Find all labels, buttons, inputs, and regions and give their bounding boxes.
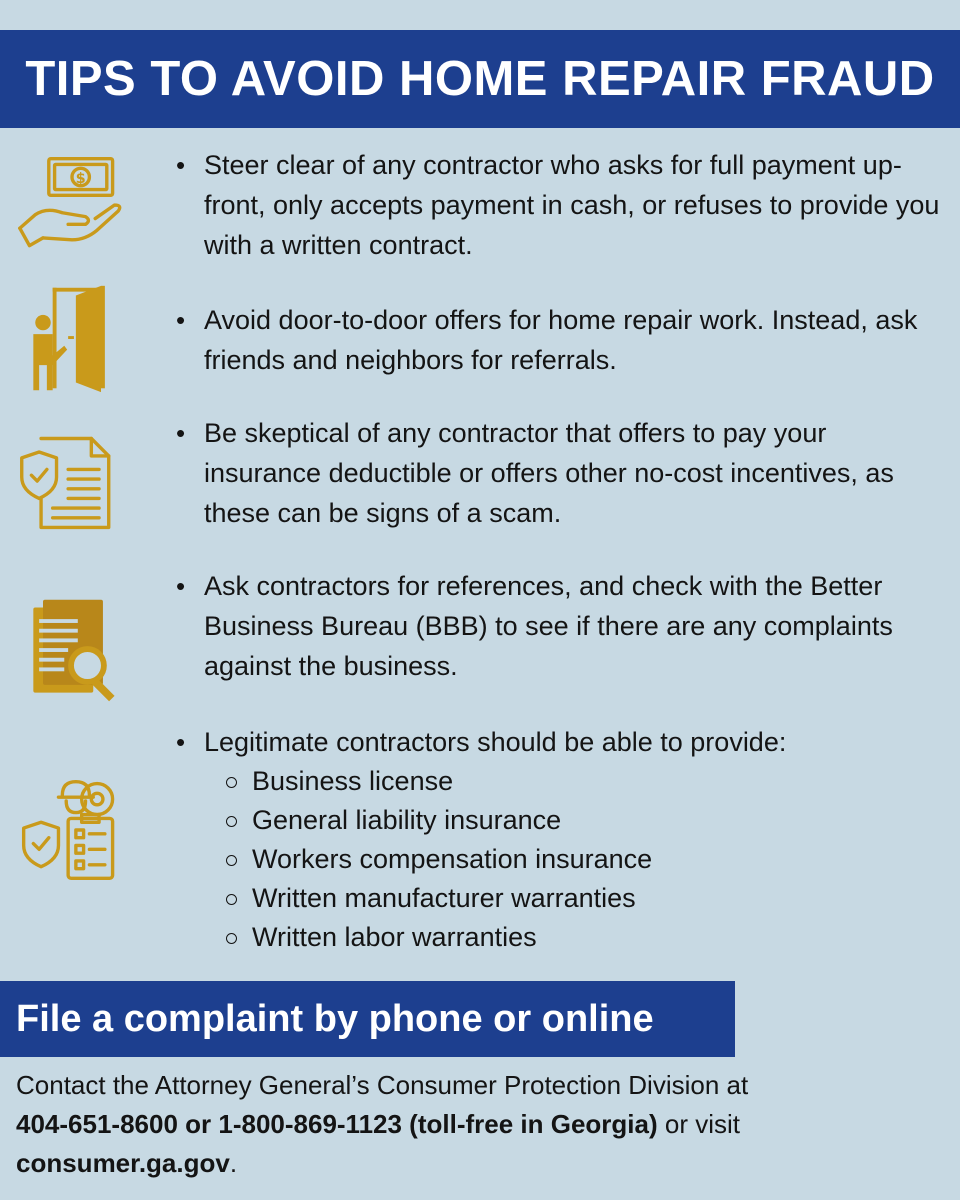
bullet-icon: • (176, 571, 186, 601)
requirements-list (176, 762, 946, 957)
tip-text: • Legitimate contractors should be able to provide: Business license General liability insurance Workers compensation insurance Written manufacturer warranties Written labor warranties (176, 722, 946, 957)
list-item: General liability insurance (226, 801, 946, 840)
contact-info (16, 1066, 946, 1183)
door-to-door-icon (14, 280, 130, 398)
website-link[interactable]: consumer.ga.gov (16, 1148, 230, 1178)
page-title: TIPS TO AVOID HOME REPAIR FRAUD (25, 52, 935, 106)
phone-numbers[interactable]: 404-651-8600 or 1-800-869-1123 (toll-free in Georgia) (16, 1109, 658, 1139)
contractor-checklist-icon (14, 772, 130, 888)
file-complaint-banner (0, 981, 735, 1057)
tip-text: • Steer clear of any contractor who asks for full payment up-front, only accepts payment in cash, or refuses to provide you with a written contract. (176, 145, 946, 265)
tip-text: • Avoid door-to-door offers for home repair work. Instead, ask friends and neighbors for referrals. (176, 300, 946, 380)
bullet-icon: • (176, 305, 186, 335)
tip-text: • Ask contractors for references, and check with the Better Business Bureau (BBB) to see if there are any complaints against the business. (176, 566, 946, 686)
period: . (229, 1148, 238, 1178)
tip-text: • Be skeptical of any contractor that offers to pay your insurance deductible or offers other no-cost incentives, as these can be signs of a scam. (176, 413, 946, 533)
bullet-icon: • (176, 727, 186, 757)
list-item: Written labor warranties (226, 918, 946, 957)
svg-text:$: $ (75, 170, 86, 187)
list-item: Written manufacturer warranties (226, 879, 946, 918)
insurance-document-shield-icon (14, 427, 130, 537)
or-visit-text: or visit (657, 1109, 740, 1139)
file-complaint-heading: File a complaint by phone or online (16, 997, 654, 1040)
contact-intro: Contact the Attorney General’s Consumer Protection Division at (16, 1070, 749, 1100)
list-item: Workers compensation insurance (226, 840, 946, 879)
cash-in-hand-icon (14, 151, 130, 261)
list-item: Business license (226, 762, 946, 801)
bullet-icon: • (176, 418, 186, 448)
bullet-icon: • (176, 150, 186, 180)
document-search-icon (14, 596, 130, 706)
page-title-banner (0, 30, 960, 128)
